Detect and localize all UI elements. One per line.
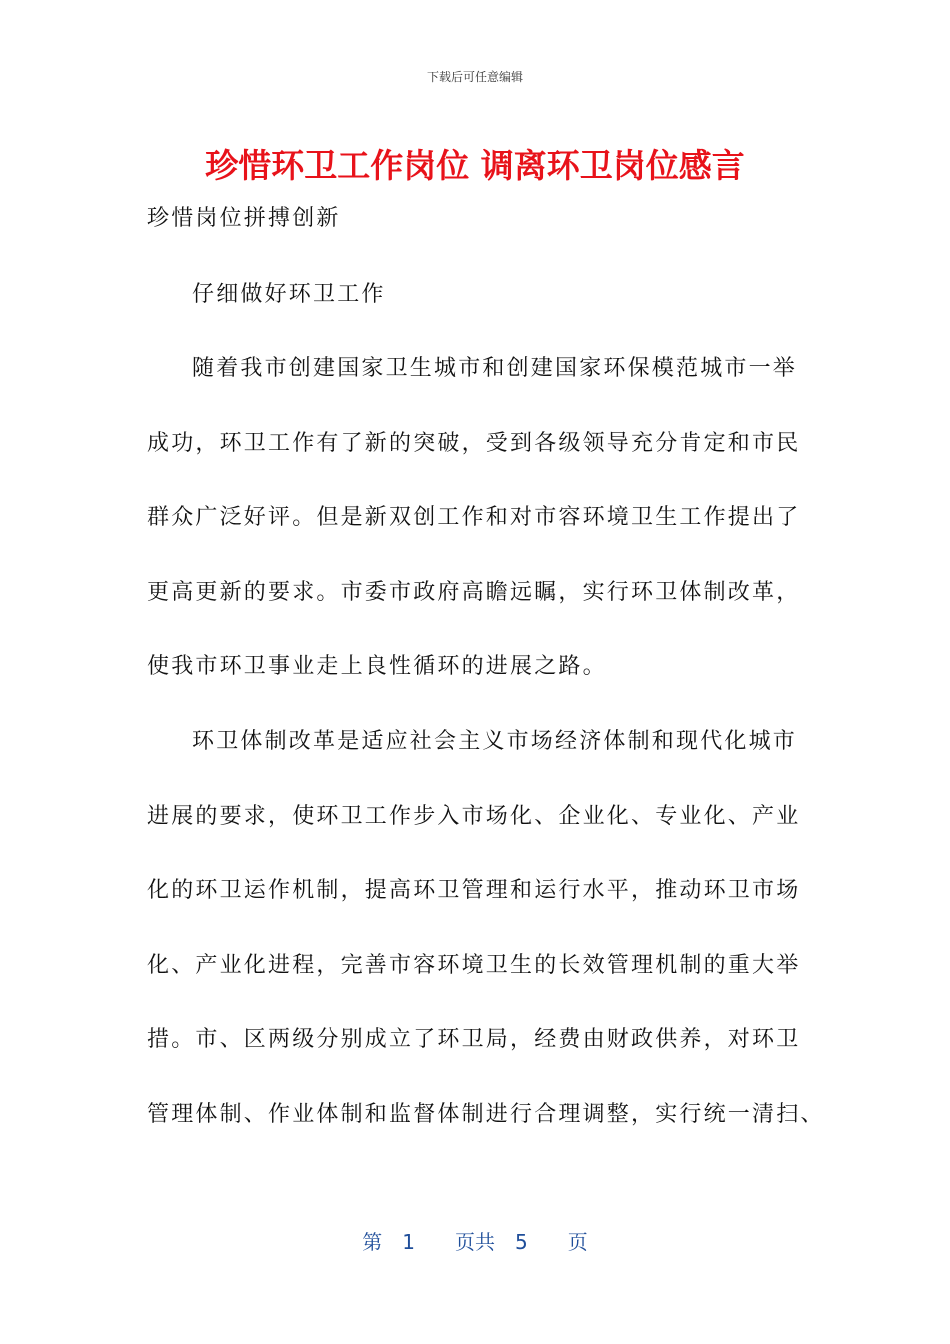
body-line: 措。市、区两级分别成立了环卫局，经费由财政供养，对环卫	[147, 1027, 801, 1052]
body-line: 仔细做好环卫工作	[192, 282, 386, 307]
page-total: 5	[515, 1230, 528, 1254]
body-line: 化、产业化进程，完善市容环境卫生的长效管理机制的重大举	[147, 953, 801, 978]
body-line: 化的环卫运作机制，提高环卫管理和运行水平，推动环卫市场	[147, 878, 801, 903]
page-number: 1	[402, 1230, 415, 1254]
body-line: 进展的要求，使环卫工作步入市场化、企业化、专业化、产业	[147, 804, 801, 829]
body-line: 环卫体制改革是适应社会主义市场经济体制和现代化城市	[192, 729, 798, 754]
body-line: 随着我市创建国家卫生城市和创建国家环保模范城市一举	[192, 356, 798, 381]
body-line: 成功，环卫工作有了新的突破，受到各级领导充分肯定和市民	[147, 431, 801, 456]
body-line: 群众广泛好评。但是新双创工作和对市容环境卫生工作提出了	[147, 505, 801, 530]
page-suffix: 页	[567, 1230, 588, 1254]
page-middle: 页共	[455, 1230, 495, 1254]
page-footer	[0, 1226, 950, 1255]
page-prefix: 第	[362, 1230, 383, 1254]
body-line: 管理体制、作业体制和监督体制进行合理调整，实行统一清扫、	[147, 1102, 825, 1127]
body-line: 珍惜岗位拼搏创新	[147, 206, 341, 231]
document-title: 珍惜环卫工作岗位 调离环卫岗位感言	[205, 146, 745, 185]
body-line: 更高更新的要求。市委市政府高瞻远瞩，实行环卫体制改革，	[147, 580, 801, 605]
header-note: 下载后可任意编辑	[426, 70, 523, 84]
body-line: 使我市环卫事业走上良性循环的进展之路。	[147, 654, 607, 679]
